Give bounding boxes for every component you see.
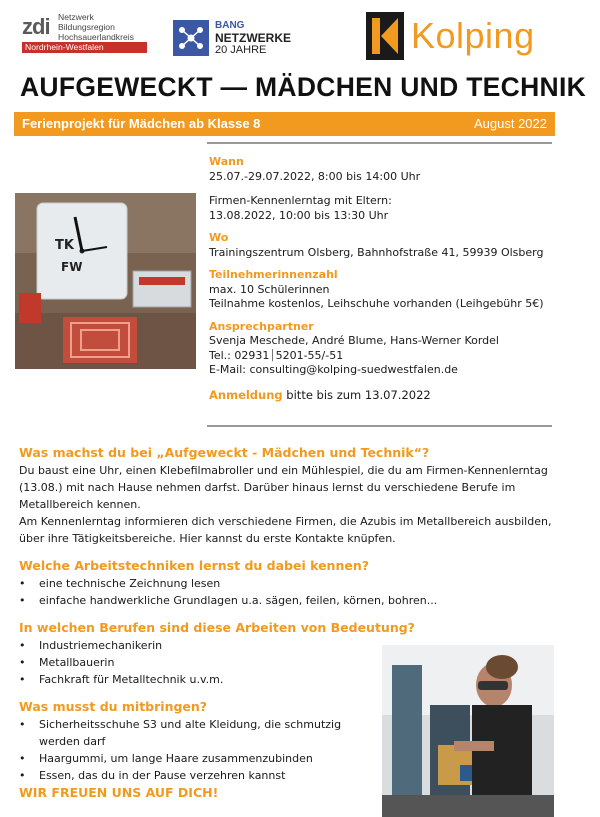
zdi-logo-region: Nordrhein-Westfalen — [22, 42, 147, 53]
eltern-dates: 13.08.2022, 10:00 bis 13:30 Uhr — [209, 208, 389, 222]
list-item: • Essen, das du in der Pause verzehren kannst — [19, 767, 359, 784]
techniques-list — [19, 575, 579, 609]
section-heading-professions: In welchen Berufen sind diese Arbeiten von Bedeutung? — [19, 620, 415, 635]
list-item: • Fachkraft für Metalltechnik u.v.m. — [19, 671, 374, 688]
zdi-logo — [22, 12, 158, 52]
workshop-photo — [382, 645, 554, 817]
closing-message: WIR FREUEN UNS AUF DICH! — [19, 785, 219, 800]
workpieces-photo — [15, 193, 196, 369]
kolping-logo — [366, 10, 556, 62]
location: Trainingszentrum Olsberg, Bahnhofstraße 41, 59939 Olsberg — [209, 245, 544, 259]
divider-bottom — [207, 425, 552, 427]
heading-wo: Wo — [209, 231, 229, 244]
list-item: • eine technische Zeichnung lesen — [19, 575, 579, 592]
contact-phone: Tel.: 02931⏐5201-55/-51 — [209, 348, 344, 362]
zdi-logo-lines: Netzwerk Bildungsregion Hochsauerlandkreis — [58, 12, 134, 42]
banner-subtitle: Ferienprojekt für Mädchen ab Klasse 8 — [22, 116, 261, 131]
bang-network-icon — [173, 20, 209, 56]
list-item: • Haargummi, um lange Haare zusammenzubinden — [19, 750, 359, 767]
bang-logo — [173, 18, 313, 58]
kolping-wordmark: Kolping — [411, 15, 535, 56]
list-item: • Industriemechanikerin — [19, 637, 374, 654]
divider-top — [207, 142, 552, 144]
list-item: • Metallbauerin — [19, 654, 374, 671]
activities-paragraph-2: Am Kennenlerntag informieren dich verschiedene Firmen, die Azubis im Metallbereich ausbilden, über ihre Tätigkeitsbereiche. Hier kannst du erste Kontakte knüpfen. — [19, 515, 552, 545]
banner-date: August 2022 — [473, 116, 547, 131]
project-banner — [14, 112, 555, 136]
participants-max: max. 10 Schülerinnen — [209, 282, 330, 296]
wann-dates: 25.07.-29.07.2022, 8:00 bis 14:00 Uhr — [209, 169, 421, 183]
kolping-k-icon — [366, 12, 404, 60]
svg-text:TK: TK — [55, 238, 74, 253]
page-title: AUFGEWECKT — MÄDCHEN UND TECHNIK — [20, 72, 587, 102]
anmeldung-deadline: bitte bis zum 13.07.2022 — [282, 387, 431, 402]
registration-note — [209, 388, 559, 403]
zdi-logo-mark: zdi — [22, 14, 50, 39]
professions-list — [19, 637, 374, 688]
section-heading-techniques: Welche Arbeitstechniken lernst du dabei kennen? — [19, 558, 369, 573]
bang-line3: 20 JAHRE — [215, 44, 267, 56]
anmeldung-label: Anmeldung — [209, 387, 283, 402]
eltern-label: Firmen-Kennenlerntag mit Eltern: — [209, 194, 392, 207]
list-item: • einfache handwerkliche Grundlagen u.a. sägen, feilen, körnen, bohren... — [19, 592, 579, 609]
contact-email[interactable]: E-Mail: consulting@kolping-suedwestfalen.de — [209, 363, 458, 376]
svg-text:FW: FW — [61, 260, 83, 274]
heading-wann: Wann — [209, 155, 244, 168]
participants-cost: Teilnahme kostenlos, Leihschuhe vorhanden (Leihgebühr 5€) — [209, 297, 544, 310]
bang-line1: BANG — [215, 20, 245, 31]
bang-line2: NETZWERKE — [215, 31, 291, 45]
heading-ansprechpartner: Ansprechpartner — [209, 319, 314, 333]
event-info — [209, 155, 559, 402]
list-item: • Sicherheitsschuhe S3 und alte Kleidung, die schmutzig werden darf — [19, 716, 359, 750]
contact-names: Svenja Meschede, André Blume, Hans-Werner Kordel — [209, 334, 499, 347]
heading-teilnehmerinnenzahl: Teilnehmerinnenzahl — [209, 268, 338, 281]
bring-list — [19, 716, 359, 784]
section-heading-bring: Was musst du mitbringen? — [19, 699, 208, 714]
section-heading-activities: Was machst du bei „Aufgeweckt - Mädchen und Technik“? — [19, 445, 430, 460]
activities-paragraph-1: Du baust eine Uhr, einen Klebefilmabroller und ein Mühlespiel, die du am Firmen-Kennenlerntag (13.08.) mit nach Hause nehmen darfst. Darüber hinaus lernst du verschiedene Berufe im Metallbereich kennen. — [19, 464, 548, 511]
